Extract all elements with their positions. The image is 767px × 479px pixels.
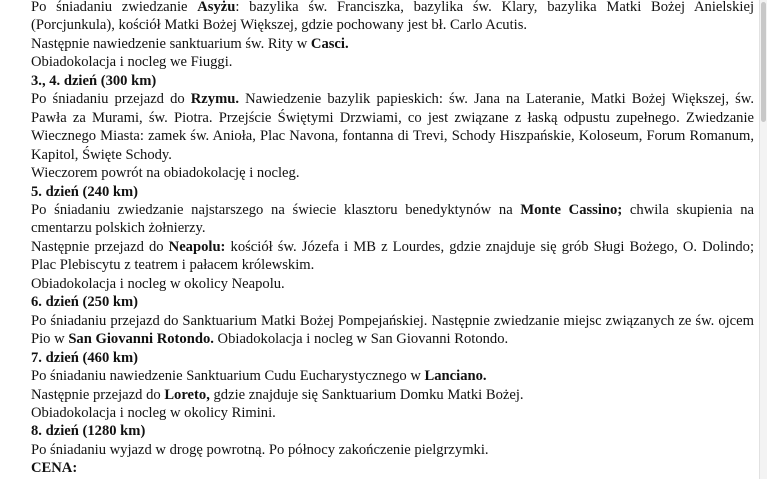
place-name: Monte Cassino; (520, 201, 623, 218)
text-run: chwila skupienia na cmentarzu polskich żołnierzy. (31, 201, 754, 237)
paragraph (31, 201, 754, 238)
text-run: : bazylika św. Franciszka, bazylika św. Klary, bazylika Matki Bożej Anielskiej (Porcjunkula), kościół Matki Bożej Większej, gdzie pochowany jest bł. Carlo Acutis. (31, 0, 754, 34)
place-name: Neapolu: (168, 238, 226, 255)
paragraph (31, 367, 754, 385)
place-name: Lanciano. (424, 368, 487, 385)
paragraph (31, 90, 754, 164)
place-name: San Giovanni Rotondo. (68, 331, 214, 348)
paragraph (31, 275, 754, 293)
place-name: Asyżu (197, 0, 236, 15)
scrollbar-thumb[interactable] (761, 2, 766, 122)
day-heading: 5. dzień (240 km) (31, 183, 139, 200)
text-run: Po śniadaniu zwiedzanie (31, 0, 198, 15)
paragraph (31, 164, 754, 182)
text-run: Po śniadaniu zwiedzanie najstarszego na świecie klasztoru benedyktynów na (31, 201, 521, 218)
text-run: Obiadokolacja i nocleg w San Giovanni Rotondo. (213, 331, 509, 348)
text-run: Po śniadaniu przejazd do (31, 91, 191, 108)
paragraph (31, 0, 754, 35)
day-heading: CENA: (31, 460, 78, 477)
text-run: Następnie nawiedzenie sanktuarium św. Rity w (31, 35, 311, 52)
paragraph (31, 404, 754, 422)
text-run: Nawiedzenie bazylik papieskich: św. Jana na Lateranie, Matki Bożej Większej, św. Pawła za Murami, św. Piotra. Przejście Świętymi Drzwiami, co jest związane z łaską odpustu zupełnego. Zwiedzanie Wiecznego Miasta: zamek św. Anioła, Plac Navona, fontanna di Trevi, Schody Hiszpańskie, Koloseum, Forum Romanum, Kapitol, Święte Schody. (31, 91, 754, 163)
itinerary-text (31, 0, 754, 478)
text-run: Po śniadaniu nawiedzenie Sanktuarium Cudu Eucharystycznego w (31, 368, 425, 385)
text-run: Po śniadaniu przejazd do Sanktuarium Matki Bożej Pompejańskiej. Następnie zwiedzanie miejsc związanych ze św. ojcem Pio w (31, 312, 754, 348)
place-name: Loreto, (164, 386, 210, 403)
scrollbar[interactable] (759, 0, 767, 479)
text-run: Obiadokolacja i nocleg w okolicy Rimini. (31, 404, 276, 421)
text-run: Obiadokolacja i nocleg we Fiuggi. (31, 54, 233, 71)
paragraph (31, 35, 754, 53)
paragraph (31, 312, 754, 349)
text-run: gdzie znajduje się Sanktuarium Domku Matki Bożej. (209, 386, 524, 403)
text-run: Następnie przejazd do (31, 238, 169, 255)
text-run: Wieczorem powrót na obiadokolację i nocleg. (31, 165, 300, 182)
text-run: Obiadokolacja i nocleg w okolicy Neapolu. (31, 275, 285, 292)
paragraph (31, 238, 754, 275)
day-heading: 7. dzień (460 km) (31, 349, 139, 366)
paragraph (31, 441, 754, 459)
day-heading: 6. dzień (250 km) (31, 294, 139, 311)
paragraph (31, 53, 754, 71)
text-run: Po śniadaniu wyjazd w drogę powrotną. Po północy zakończenie pielgrzymki. (31, 441, 489, 458)
day-heading: 8. dzień (1280 km) (31, 423, 146, 440)
day-heading: 3., 4. dzień (300 km) (31, 72, 157, 89)
place-name: Casci. (310, 35, 349, 52)
text-run: kościół św. Józefa i MB z Lourdes, gdzie znajduje się grób Sługi Bożego, O. Dolindo; Plac Plebiscytu z teatrem i pałacem królewskim. (31, 238, 755, 274)
place-name: Rzymu. (190, 91, 240, 108)
text-run: Następnie przejazd do (31, 386, 165, 403)
paragraph (31, 386, 754, 404)
